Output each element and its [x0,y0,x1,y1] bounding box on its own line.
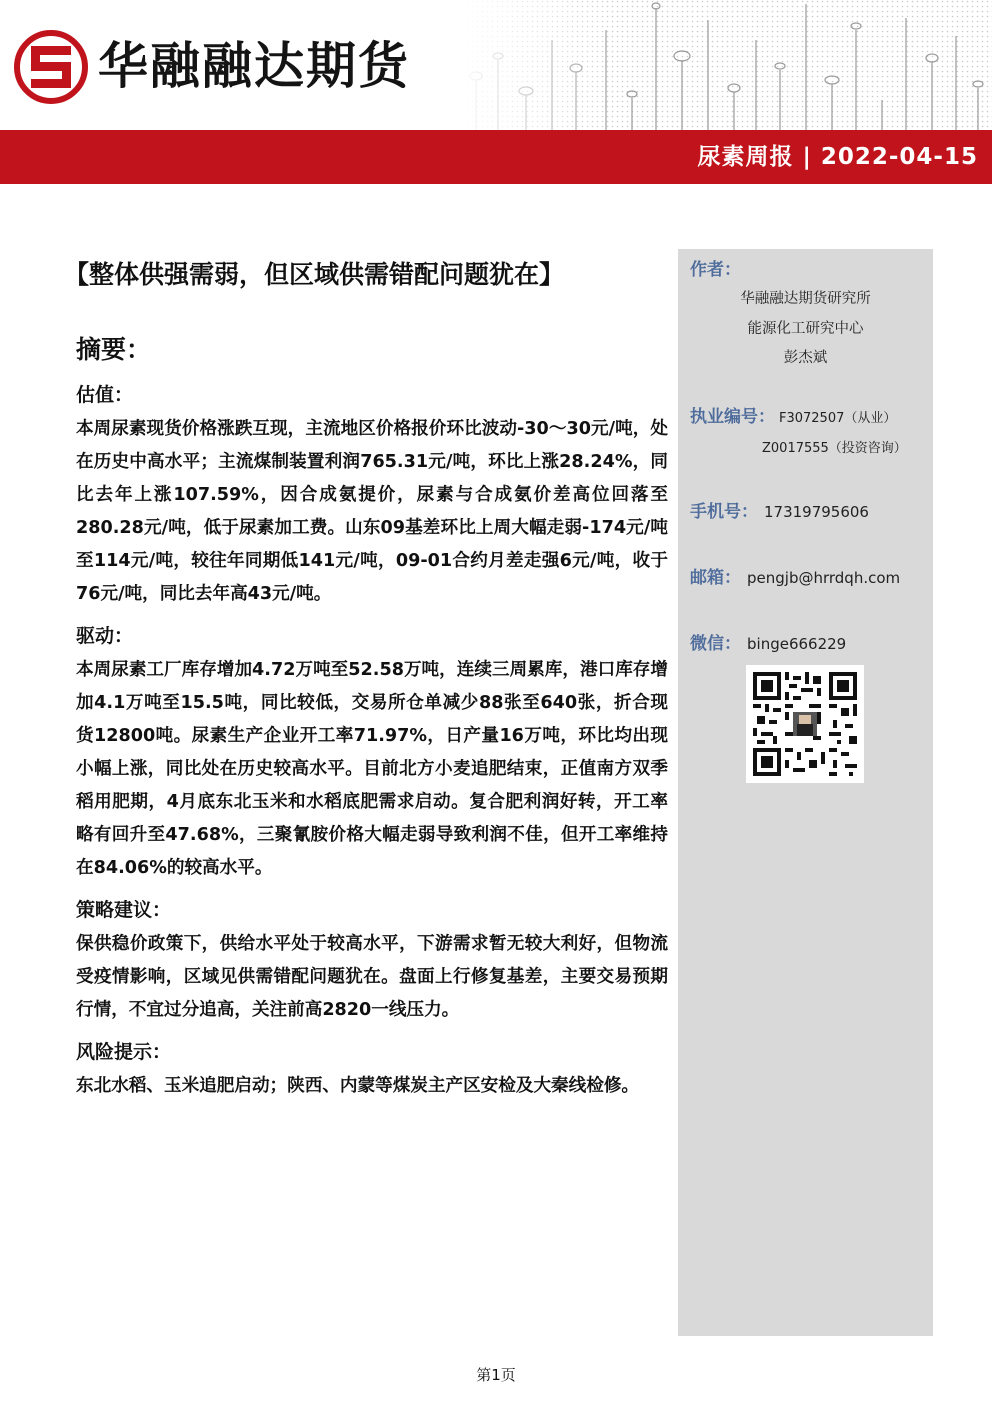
valuation-body: 本周尿素现货价格涨跌互现，主流地区价格报价环比波动-30～30元/吨，处在历史中高水平；主流煤制装置利润765.31元/吨，环比上涨28.24%，同比去年上涨107.59%，因合成氨提价，尿素与合成氨价差高位回落至280.28元/吨，低于尿素加工费。山东09基差环比上周大幅走弱-174元/吨至114元/吨，较往年同期低141元/吨，09-01合约月差走强6元/吨，收于76元/吨，同比去年高43元/吨。 [76,419,668,604]
author-name: 彭杰斌 [783,350,828,366]
email-row [690,563,900,588]
registration-practice-number: F3072507（从业） [779,411,897,426]
strategy-heading: 策略建议： [76,899,172,921]
author-institute: 华融融达期货研究所 [740,291,871,307]
author-sidebar [678,249,933,1336]
report-tag: 尿素周报 | 2022-04-15 [697,144,978,170]
registration-label: 执业编号： [690,407,775,427]
email-value[interactable]: pengjb@hrrdqh.com [747,569,901,587]
phone-value: 17319795606 [764,503,869,521]
main-content [62,248,668,1103]
phone-row [690,497,869,522]
drivers-heading: 驱动： [76,625,134,647]
report-header-band [0,130,992,184]
strategy-body: 保供稳价政策下，供给水平处于较高水平，下游需求暂无较大利好，但物流受疫情影响，区域见供需错配问题犹在。盘面上行修复基差，主要交易预期行情，不宜过分追高，关注前高2820一线压力。 [76,934,668,1020]
wechat-row [690,629,846,654]
phone-label: 手机号： [690,502,758,522]
valuation-heading: 估值： [76,384,134,406]
page-number: 第1页 [476,1366,516,1384]
page-header [0,0,992,185]
author-department: 能源化工研究中心 [747,320,864,337]
registration-consulting-number: Z0017555（投资咨询） [762,441,907,456]
wechat-value: binge666229 [747,635,847,653]
author-label: 作者： [690,260,741,280]
qr-code-icon [746,665,864,783]
risk-heading: 风险提示： [76,1041,172,1063]
company-logo-icon [14,30,88,104]
email-label: 邮箱： [690,568,741,588]
document-title: 【整体供强需弱，但区域供需错配问题犹在】 [64,260,565,289]
registration-row [690,402,930,427]
drivers-body: 本周尿素工厂库存增加4.72万吨至52.58万吨，连续三周累库，港口库存增加4.1万吨至15.5吨，同比较低，交易所仓单减少88张至640张，折合现货12800吨。尿素生产企业开工率71.97%，日产量16万吨，环比均出现小幅上涨，同比处在历史较高水平。目前北方小麦追肥结束，正值南方双季稻用肥期，4月底东北玉米和水稻底肥需求启动。复合肥利润好转，开工率略有回升至47.68%，三聚氰胺价格大幅走弱导致利润不佳，但开工率维持在84.06%的较高水平。 [76,660,668,878]
risk-body: 东北水稻、玉米追肥启动；陕西、内蒙等煤炭主产区安检及大秦线检修。 [76,1076,640,1096]
wechat-label: 微信： [690,634,741,654]
brand-name: 华融融达期货 [98,37,410,95]
decorative-pattern [456,0,992,130]
summary-heading: 摘要： [76,335,152,364]
author-info [678,285,933,374]
